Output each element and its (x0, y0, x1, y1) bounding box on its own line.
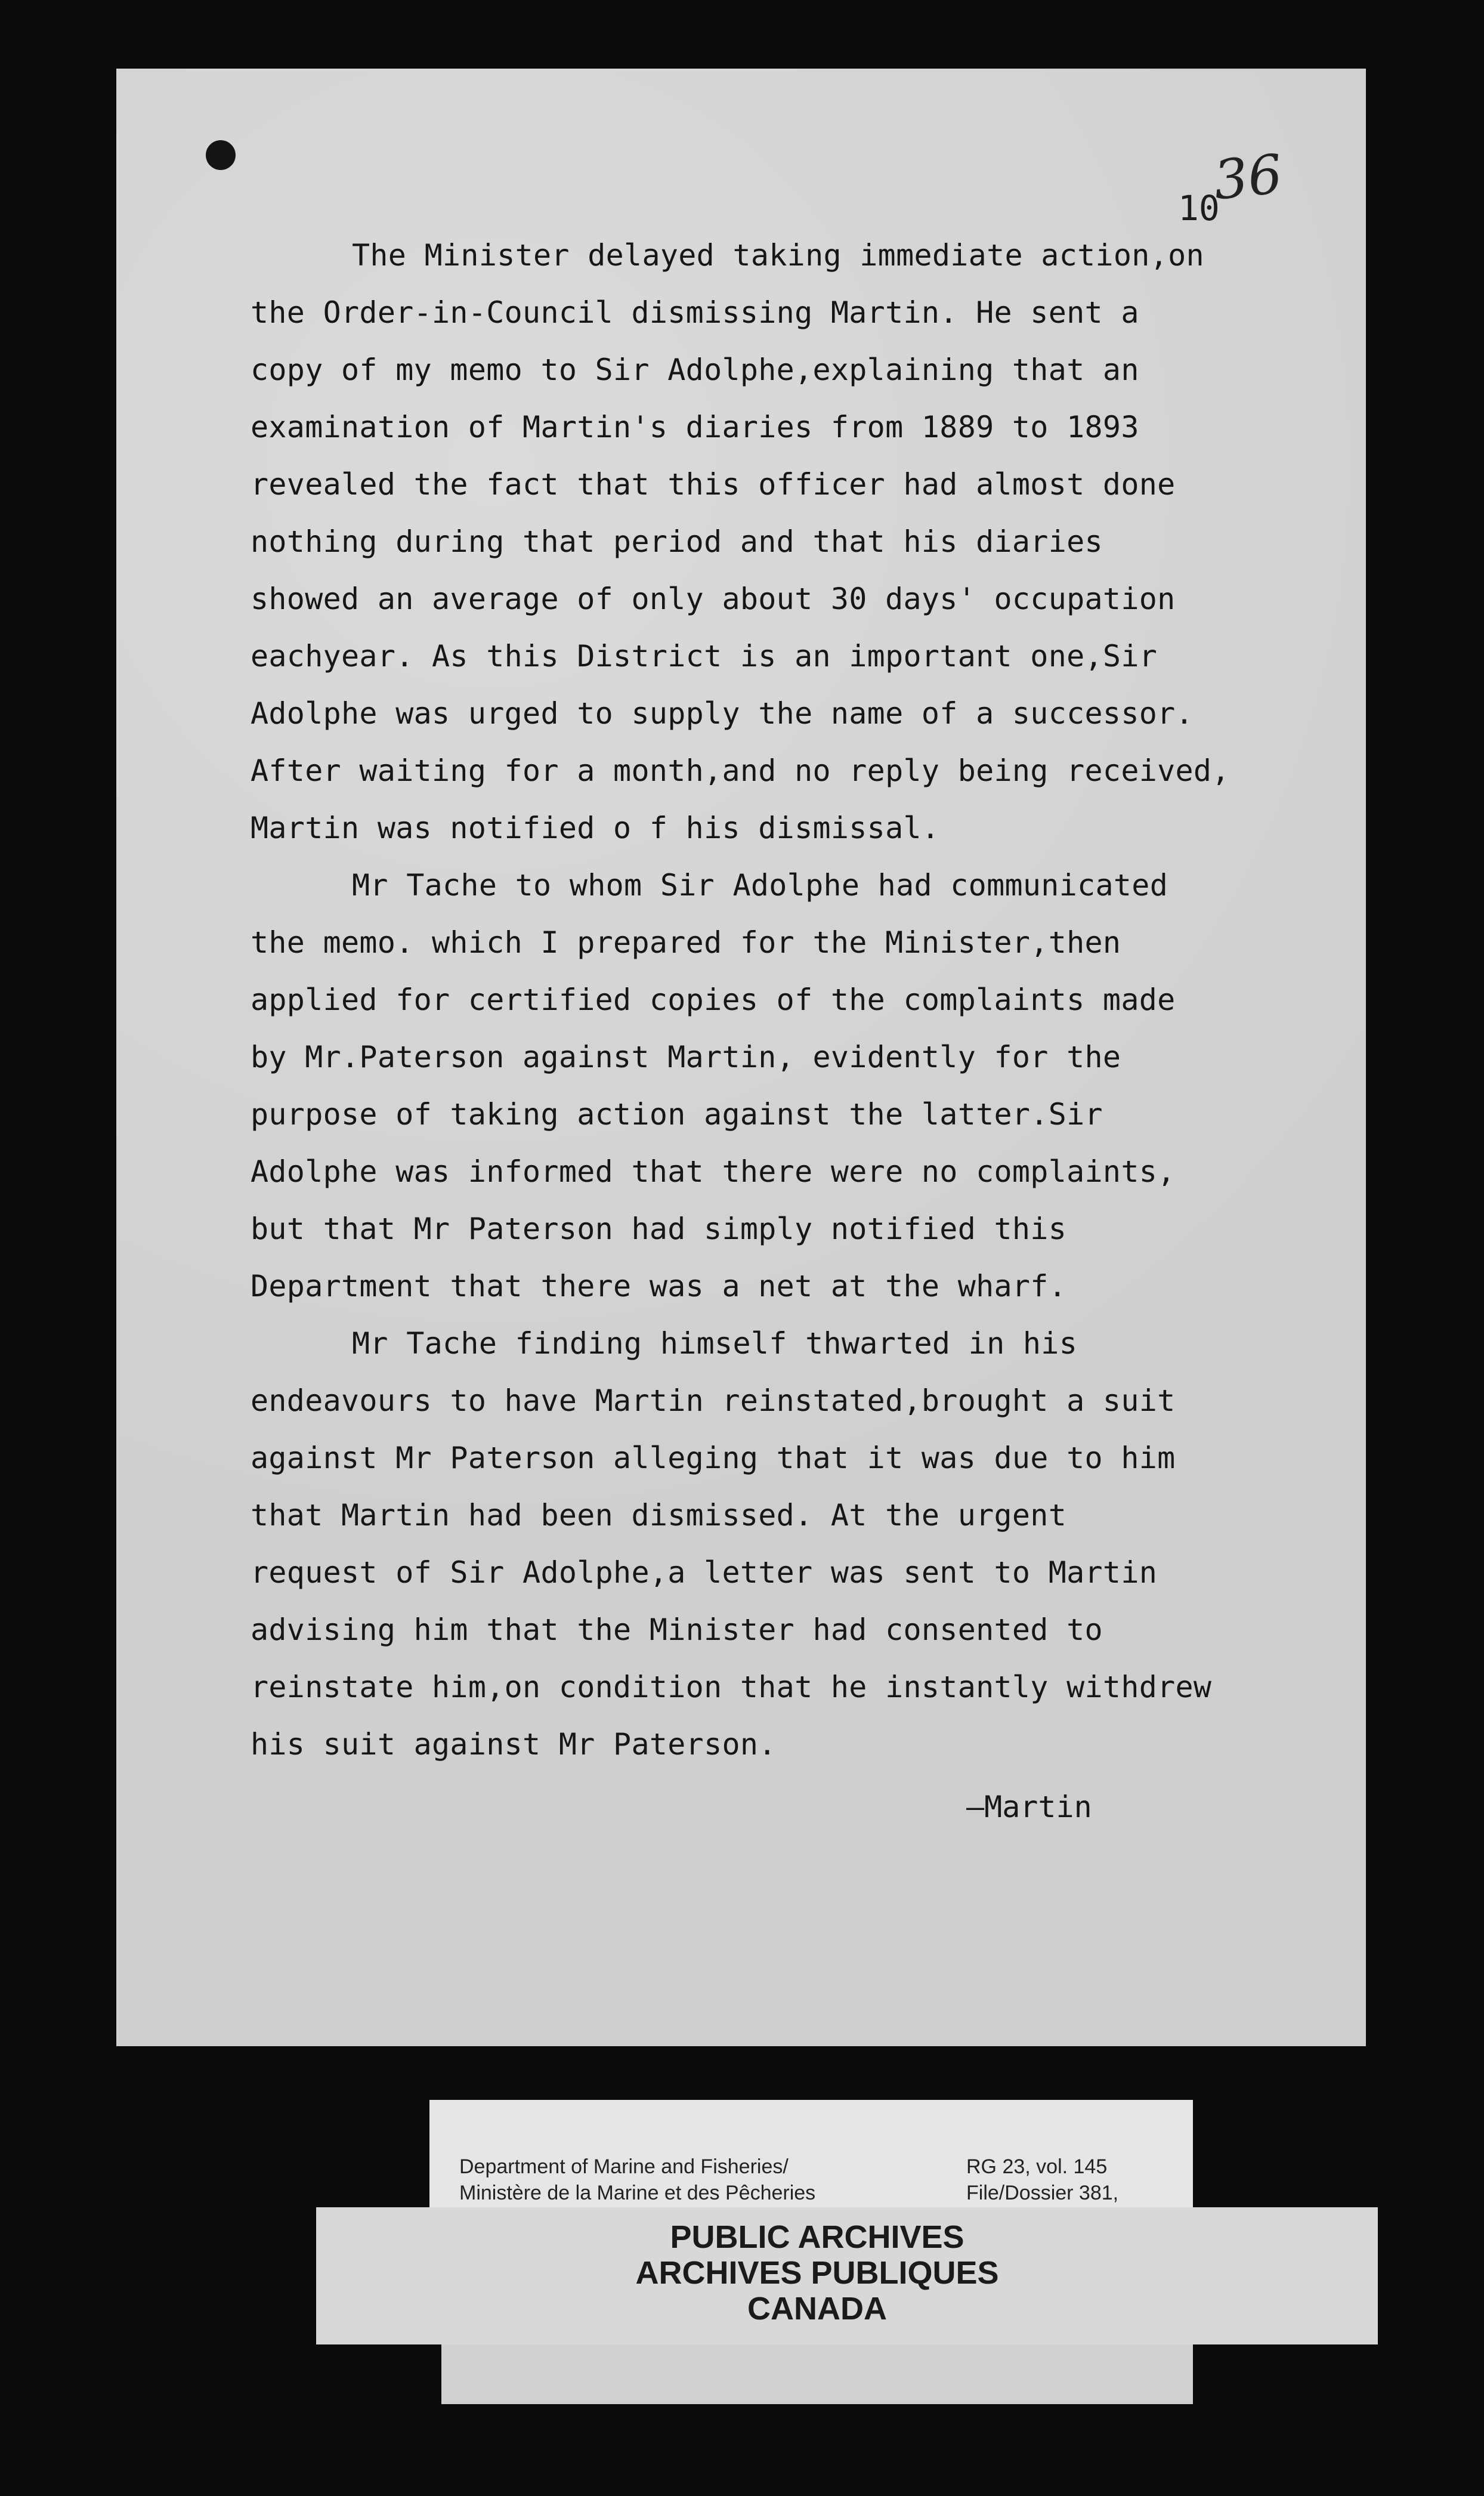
text-line: The Minister delayed taking immediate action,on (352, 238, 1204, 273)
bottom-strip (441, 2344, 1193, 2404)
text-line: request of Sir Adolphe,a letter was sent to Martin (251, 1555, 1158, 1590)
text-line: the Order-in-Council dismissing Martin. He sent a (251, 295, 1139, 330)
archives-line-2: ARCHIVES PUBLIQUES (635, 2255, 999, 2291)
text-line: Mr Tache to whom Sir Adolphe had communicated (352, 868, 1168, 903)
text-line: nothing during that period and that his diaries (251, 524, 1103, 559)
text-line: endeavours to have Martin reinstated,brought a suit (251, 1383, 1176, 1418)
text-line: against Mr Paterson alleging that it was due to him (251, 1441, 1176, 1475)
text-line: Martin was notified o f his dismissal. (251, 811, 940, 845)
text-line: showed an average of only about 30 days' occupation (251, 582, 1176, 616)
text-line: Mr Tache finding himself thwarted in his (352, 1326, 1078, 1361)
archives-line-3: CANADA (747, 2291, 887, 2327)
text-line: examination of Martin's diaries from 1889 to 1893 (251, 410, 1139, 444)
catchword: —Martin (966, 1790, 1092, 1824)
department-french: Ministère de la Marine et des Pêcheries (459, 2182, 816, 2204)
text-line: Adolphe was urged to supply the name of a successor. (251, 696, 1194, 731)
archive-reference-label (429, 2100, 1193, 2225)
text-line: Department that there was a net at the wharf. (251, 1269, 1067, 1303)
text-line: that Martin had been dismissed. At the urgent (251, 1498, 1067, 1533)
text-line: the memo. which I prepared for the Minister,then (251, 925, 1121, 960)
text-line: applied for certified copies of the complaints made (251, 983, 1176, 1017)
file-number: File/Dossier 381, (966, 2182, 1119, 2204)
text-line: eachyear. As this District is an important one,Sir (251, 639, 1158, 674)
text-line: copy of my memo to Sir Adolphe,explaining that an (251, 353, 1139, 387)
text-line: revealed the fact that this officer had almost done (251, 467, 1176, 502)
text-line: but that Mr Paterson had simply notified this (251, 1212, 1067, 1246)
memo-body (251, 227, 1324, 1773)
text-line: purpose of taking action against the latter.Sir (251, 1097, 1103, 1132)
text-line: After waiting for a month,and no reply being received, (251, 753, 1230, 788)
page-number: 10 (1178, 188, 1220, 228)
text-line: by Mr.Paterson against Martin, evidently for the (251, 1040, 1121, 1074)
text-line: his suit against Mr Paterson. (251, 1727, 777, 1762)
archives-stamp (310, 2219, 1324, 2327)
text-line: advising him that the Minister had consented to (251, 1612, 1103, 1647)
punch-hole (206, 140, 236, 170)
record-group: RG 23, vol. 145 (966, 2155, 1108, 2178)
department-name (459, 2154, 815, 2206)
department-english: Department of Marine and Fisheries/ (459, 2155, 789, 2178)
text-line: Adolphe was informed that there were no complaints, (251, 1154, 1176, 1189)
handwritten-folio-number: 36 (1210, 143, 1285, 212)
text-line: reinstate him,on condition that he instantly withdrew (251, 1670, 1212, 1704)
archives-line-1: PUBLIC ARCHIVES (670, 2219, 964, 2255)
